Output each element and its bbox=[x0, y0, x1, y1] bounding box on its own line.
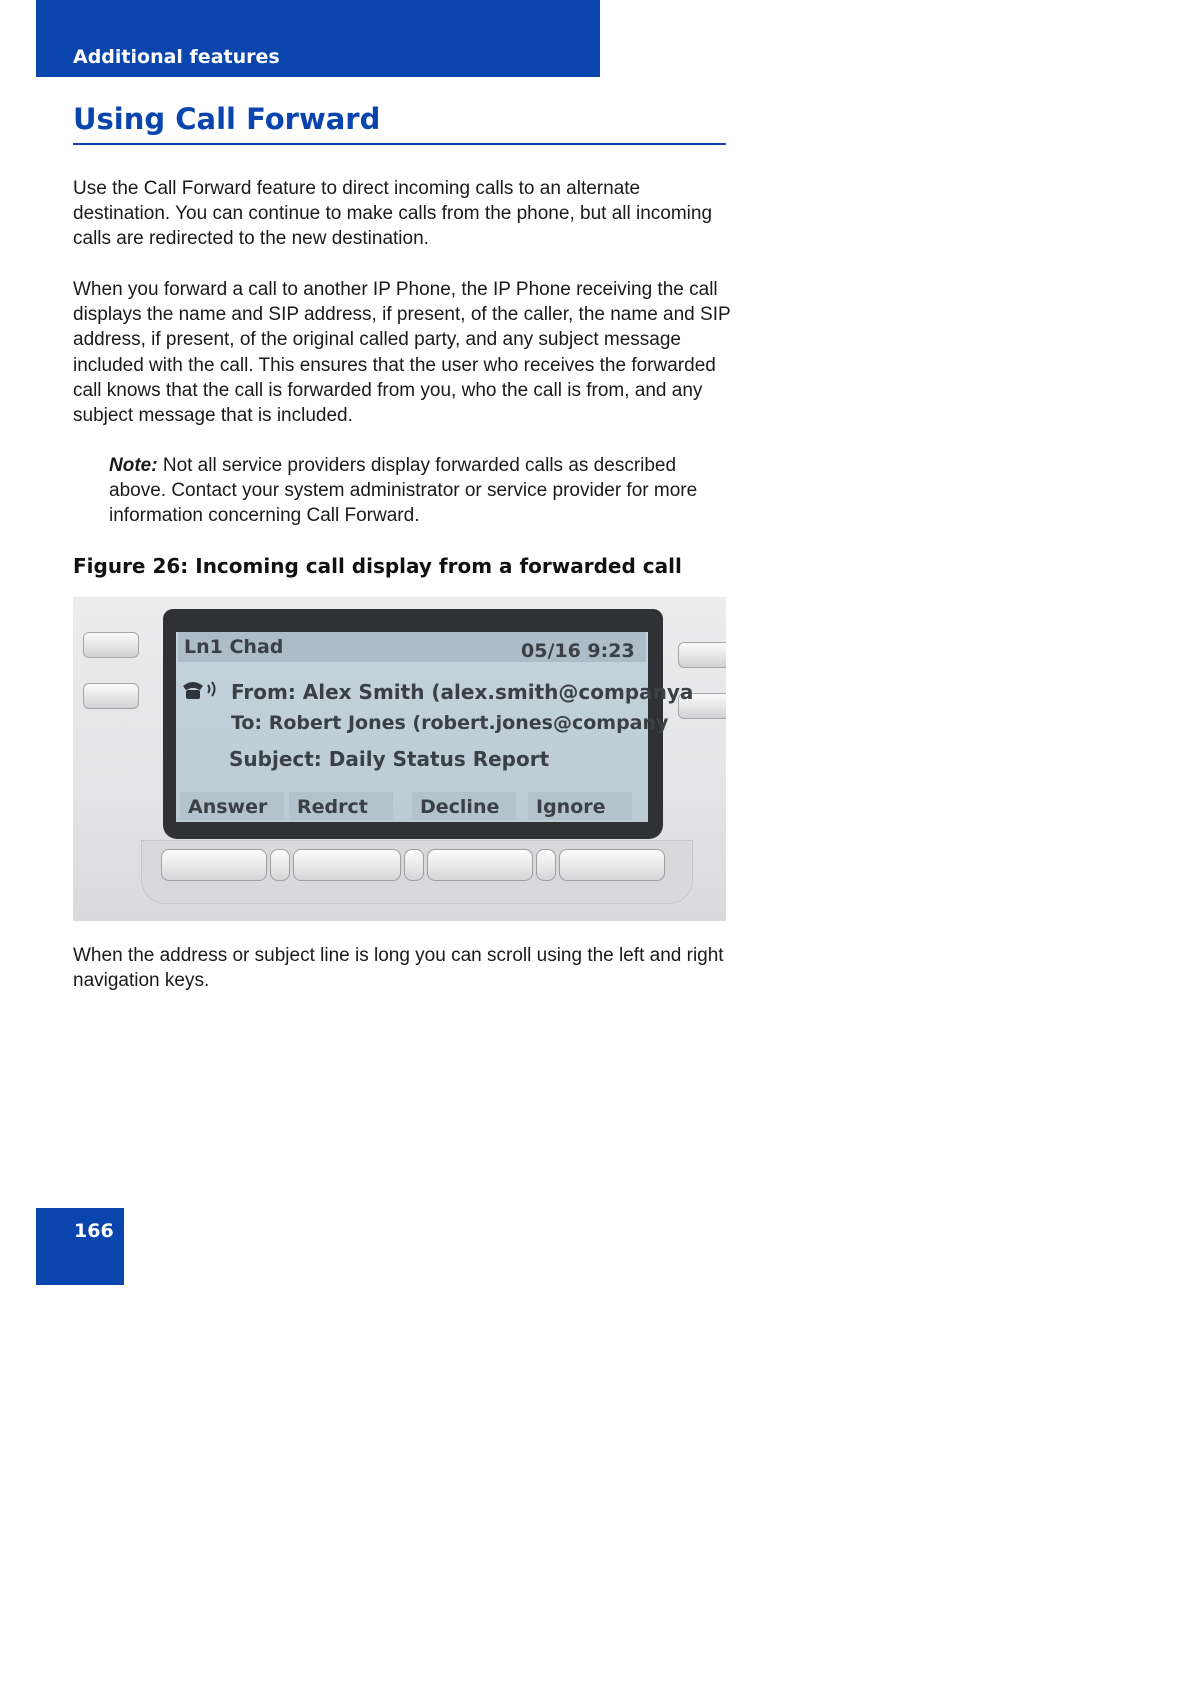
section-header: Additional features bbox=[73, 46, 280, 68]
softkey-ignore: Ignore bbox=[528, 792, 632, 820]
line-key-left-2 bbox=[83, 683, 139, 709]
page-title: Using Call Forward bbox=[73, 102, 381, 136]
softkey-divider-1 bbox=[270, 849, 290, 881]
softkey-button-1 bbox=[161, 849, 267, 881]
softkey-button-3 bbox=[427, 849, 533, 881]
softkey-decline: Decline bbox=[412, 792, 516, 820]
header-band bbox=[36, 0, 600, 77]
lcd-from-line: From: Alex Smith (alex.smith@companya bbox=[231, 680, 694, 704]
note-label: Note: bbox=[109, 455, 158, 476]
softkey-answer: Answer bbox=[180, 792, 284, 820]
note-block bbox=[109, 453, 729, 529]
line-key-left-1 bbox=[83, 632, 139, 658]
line-key-right-1 bbox=[678, 642, 726, 668]
title-divider bbox=[73, 143, 726, 145]
page-number-box bbox=[36, 1208, 124, 1285]
intro-paragraph: Use the Call Forward feature to direct incoming calls to an alternate destination. You can continue to make calls from the phone, but all incoming calls are redirected to the new destination. bbox=[73, 178, 713, 250]
lcd-line-label: Ln1 Chad bbox=[184, 636, 284, 658]
lcd-softkey-labels bbox=[176, 792, 648, 822]
lcd-to-line: To: Robert Jones (robert.jones@company bbox=[231, 712, 669, 734]
lcd-datetime: 05/16 9:23 bbox=[521, 640, 635, 662]
softkey-divider-2 bbox=[404, 849, 424, 881]
softkey-divider-3 bbox=[536, 849, 556, 881]
lcd-screen bbox=[176, 632, 694, 822]
softkey-button-4 bbox=[559, 849, 665, 881]
figure-caption: Figure 26: Incoming call display from a forwarded call bbox=[73, 554, 682, 578]
incoming-call-icon bbox=[180, 677, 224, 703]
softkey-redirect: Redrct bbox=[289, 792, 393, 820]
lcd-subject-line: Subject: Daily Status Report bbox=[229, 747, 550, 771]
note-text: Not all service providers display forwarded calls as described above. Contact your system administrator or service provider for more information concerning Call Forward. bbox=[109, 455, 698, 527]
page-number: 166 bbox=[74, 1220, 114, 1242]
phone-display-figure bbox=[73, 597, 726, 921]
forwarding-paragraph: When you forward a call to another IP Phone, the IP Phone receiving the call displays the name and SIP address, if present, of the caller, the name and SIP address, if present, of the original called party, and any subject message included with the call. This ensures that the user who receives the forwarded call knows that the call is forwarded from you, who the call is from, and any subject message that is included. bbox=[73, 279, 731, 427]
softkey-button-2 bbox=[293, 849, 401, 881]
closing-paragraph: When the address or subject line is long you can scroll using the left and right navigation keys. bbox=[73, 945, 724, 992]
